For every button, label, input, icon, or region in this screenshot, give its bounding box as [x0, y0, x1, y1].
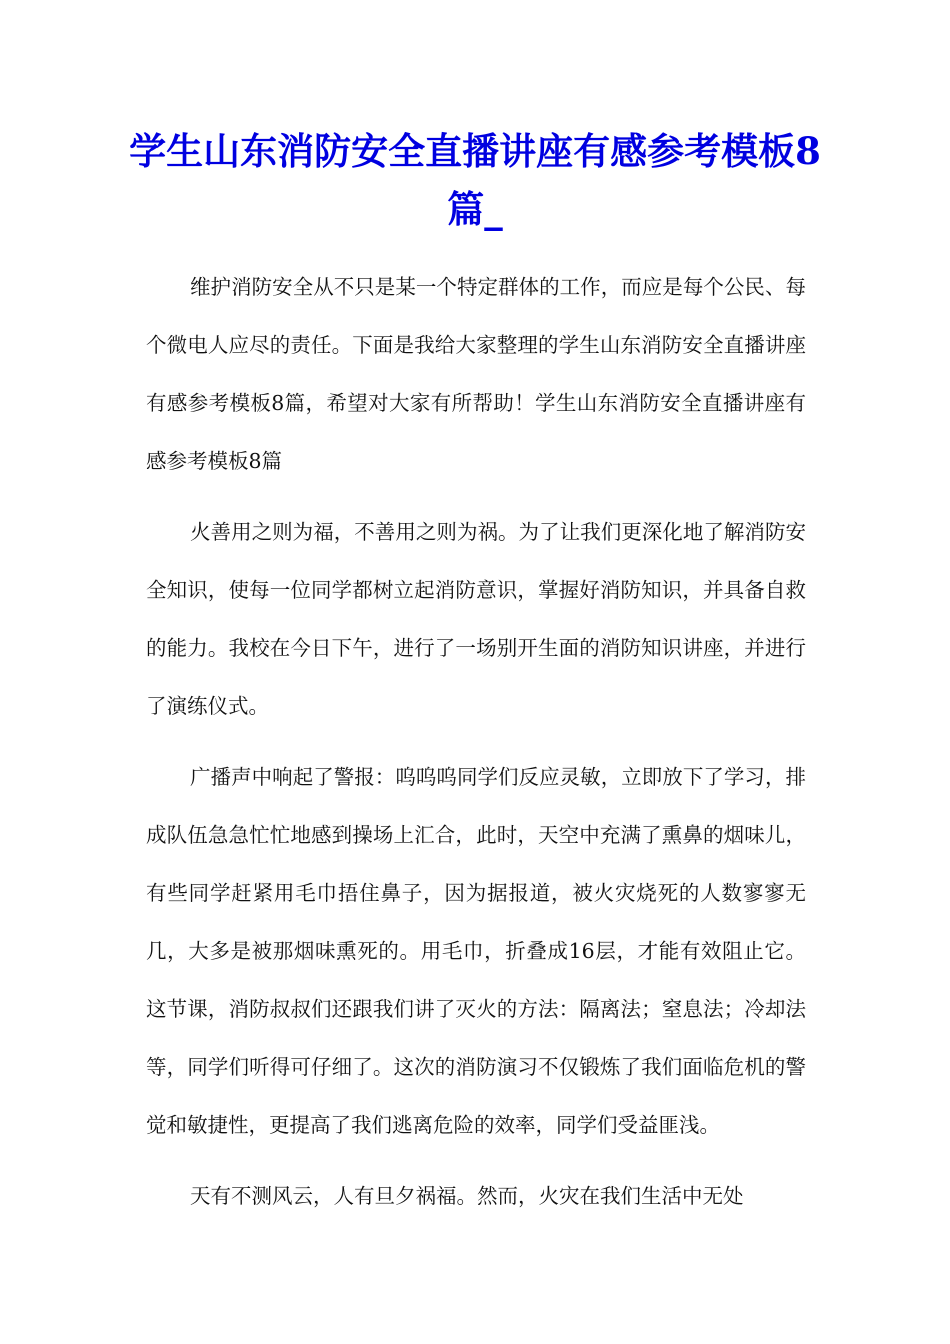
- document-title: 学生山东消防安全直播讲座有感参考模板8篇_: [129, 129, 821, 231]
- paragraph-3: 广播声中响起了警报：呜呜呜同学们反应灵敏，立即放下了学习，排成队伍急急忙忙地感到操场上汇合，此时，天空中充满了熏鼻的烟味儿，有些同学赶紧用毛巾捂住鼻子，因为据报道，被火灾烧死的人数寥寥无几，大多是被那烟味熏死的。用毛巾，折叠成16层，才能有效阻止它。这节课，消防叔叔们还跟我们讲了灭火的方法：隔离法；窒息法；冷却法等，同学们听得可仔细了。这次的消防演习不仅锻炼了我们面临危机的警觉和敏捷性，更提高了我们逃离危险的效率，同学们受益匪浅。: [146, 765, 806, 1137]
- paragraph-2: 火善用之则为福，不善用之则为祸。为了让我们更深化地了解消防安全知识，使每一位同学都树立起消防意识，掌握好消防知识，并具备自救的能力。我校在今日下午，进行了一场别开生面的消防知识讲座，并进行了演练仪式。: [146, 520, 806, 718]
- paragraph-1: 维护消防安全从不只是某一个特定群体的工作，而应是每个公民、每个微电人应尽的责任。下面是我给大家整理的学生山东消防安全直播讲座有感参考模板8篇，希望对大家有所帮助！学生山东消防安全直播讲座有感参考模板8篇: [146, 275, 806, 473]
- document-body: [146, 258, 806, 1238]
- paragraph-4: 天有不测风云，人有旦夕祸福。然而，火灾在我们生活中无处: [190, 1184, 744, 1208]
